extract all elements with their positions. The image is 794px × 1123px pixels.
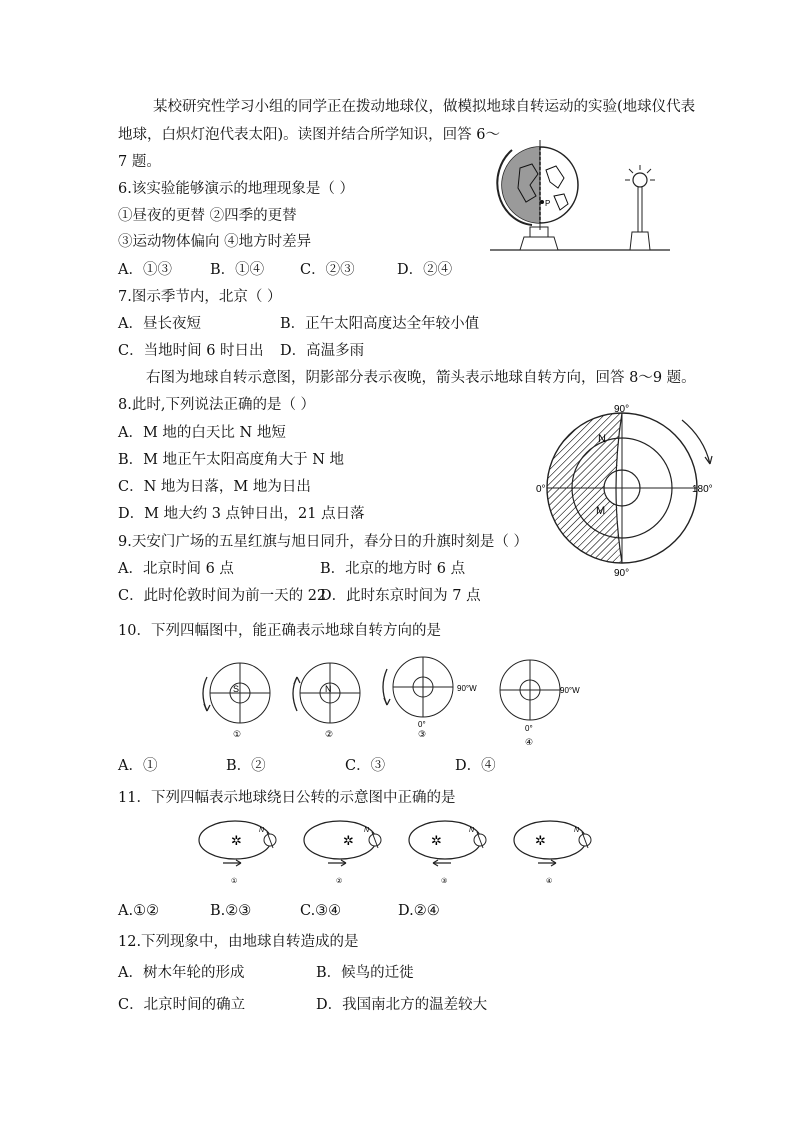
- question-10-stem: 10．下列四幅图中，能正确表示地球自转方向的是: [118, 623, 441, 639]
- question-8-option-c[interactable]: C．N 地为日落，M 地为日出: [118, 479, 311, 495]
- question-9-option-d[interactable]: D．此时东京时间为 7 点: [320, 588, 481, 604]
- question-7-option-d[interactable]: D．高温多雨: [280, 343, 365, 359]
- question-11-option-d[interactable]: D.②④: [398, 903, 440, 919]
- question-12-option-d[interactable]: D．我国南北方的温差较大: [316, 997, 488, 1013]
- intro-paragraph-line-1: 某校研究性学习小组的同学正在拨动地球仪，做模拟地球自转运动的实验(地球仪代表: [153, 99, 696, 115]
- q10-fig3-caption: ③: [418, 729, 427, 739]
- intro-paragraph-line-2: 地球，白炽灯泡代表太阳)。读图并结合所学知识，回答 6～: [118, 127, 500, 143]
- question-6-option-a[interactable]: A．①③: [118, 262, 172, 278]
- question-8-option-d[interactable]: D．M 地大约 3 点钟日出，21 点日落: [118, 506, 365, 522]
- rotation-label-top: 90°: [614, 404, 630, 415]
- q10-fig3-bottom: 0°: [418, 720, 426, 729]
- q10-fig1-center: S: [233, 684, 240, 694]
- q11-figure-3: [409, 821, 486, 885]
- rotation-label-n: N: [598, 433, 606, 445]
- rotation-diagram: [532, 402, 722, 577]
- svg-text:✲: ✲: [231, 833, 242, 848]
- intro-paragraph-line-3: 7 题。: [118, 154, 161, 170]
- question-6-stem: 6.该实验能够演示的地理现象是（ ）: [118, 181, 354, 197]
- q11-fig2-pole: N: [364, 827, 370, 834]
- question-7-option-c[interactable]: C．当地时间 6 时日出: [118, 343, 264, 359]
- rotation-label-right: 180°: [692, 484, 713, 495]
- question-11-option-b[interactable]: B.②③: [210, 903, 252, 919]
- question-6-option-d[interactable]: D．②④: [397, 262, 453, 278]
- question-9-option-a[interactable]: A．北京时间 6 点: [118, 561, 234, 577]
- question-7-stem: 7.图示季节内，北京（ ）: [118, 289, 282, 305]
- q11-fig3-caption: ③: [441, 878, 448, 885]
- q10-figure-3: [383, 657, 477, 739]
- svg-text:P: P: [545, 199, 551, 208]
- q10-fig2-caption: ②: [325, 729, 334, 739]
- question-9-option-b[interactable]: B．北京的地方时 6 点: [320, 561, 466, 577]
- question-11-option-c[interactable]: C.③④: [300, 903, 342, 919]
- q11-fig4-pole: N: [574, 827, 580, 834]
- q10-fig1-caption: ①: [233, 729, 242, 739]
- question-10-figures: [195, 655, 595, 750]
- q11-figure-1: [199, 821, 276, 885]
- question-7-option-b[interactable]: B．正午太阳高度达全年较小值: [280, 316, 480, 332]
- rotation-label-m: M: [596, 505, 606, 517]
- question-8-option-b[interactable]: B．M 地正午太阳高度角大于 N 地: [118, 452, 345, 468]
- question-10-option-c[interactable]: C．③: [345, 758, 386, 774]
- question-12-stem: 12.下列现象中，由地球自转造成的是: [118, 934, 359, 950]
- q11-fig1-pole: N: [259, 827, 265, 834]
- question-12-option-c[interactable]: C．北京时间的确立: [118, 997, 246, 1013]
- q11-fig2-caption: ②: [336, 878, 343, 885]
- question-10-option-a[interactable]: A．①: [118, 758, 158, 774]
- question-12-option-b[interactable]: B．候鸟的迁徙: [316, 965, 414, 981]
- q11-fig1-caption: ①: [231, 878, 238, 885]
- q10-figure-2: [293, 663, 360, 739]
- question-9-stem: 9.天安门广场的五星红旗与旭日同升，春分日的升旗时刻是（ ）: [118, 534, 528, 550]
- svg-text:✲: ✲: [535, 833, 546, 848]
- question-11-option-a[interactable]: A.①②: [118, 903, 160, 919]
- q10-figure-1: [203, 663, 270, 739]
- q11-fig3-pole: N: [469, 827, 475, 834]
- question-6-option-c[interactable]: C．②③: [300, 262, 355, 278]
- question-10-option-d[interactable]: D．④: [455, 758, 496, 774]
- q10-fig2-center: N: [325, 684, 332, 694]
- q11-figure-2: [304, 821, 381, 885]
- rotation-label-left: 0°: [536, 484, 546, 495]
- globe-lamp-figure: [490, 130, 670, 255]
- question-11-stem: 11．下列四幅表示地球绕日公转的示意图中正确的是: [118, 790, 456, 806]
- question-10-option-b[interactable]: B．②: [226, 758, 266, 774]
- q10-fig4-bottom: 0°: [525, 724, 533, 733]
- q10-fig4-side: 90°W: [560, 686, 580, 695]
- question-6-option-b[interactable]: B．①④: [210, 262, 265, 278]
- q10-fig3-side: 90°W: [457, 684, 477, 693]
- question-8-stem: 8.此时,下列说法正确的是（ ）: [118, 397, 316, 413]
- svg-text:✲: ✲: [343, 833, 354, 848]
- question-8-option-a[interactable]: A．M 地的白天比 N 地短: [118, 425, 286, 441]
- q11-fig4-caption: ④: [546, 878, 553, 885]
- q10-figure-4: [500, 660, 580, 747]
- rotation-label-bottom: 90°: [614, 568, 630, 579]
- svg-text:✲: ✲: [431, 833, 442, 848]
- q10-fig4-caption: ④: [525, 737, 534, 747]
- question-6-statements-2: ③运动物体偏向 ④地方时差异: [118, 234, 312, 250]
- question-9-option-c[interactable]: C．此时伦敦时间为前一天的 22: [118, 588, 327, 604]
- question-11-figures: [195, 818, 595, 888]
- intro-2-paragraph: 右图为地球自转示意图，阴影部分表示夜晚，箭头表示地球自转方向，回答 8～9 题。: [146, 370, 696, 386]
- q11-figure-4: [514, 821, 591, 885]
- question-12-option-a[interactable]: A．树木年轮的形成: [118, 965, 245, 981]
- question-7-option-a[interactable]: A．昼长夜短: [118, 316, 201, 332]
- question-6-statements-1: ①昼夜的更替 ②四季的更替: [118, 208, 297, 224]
